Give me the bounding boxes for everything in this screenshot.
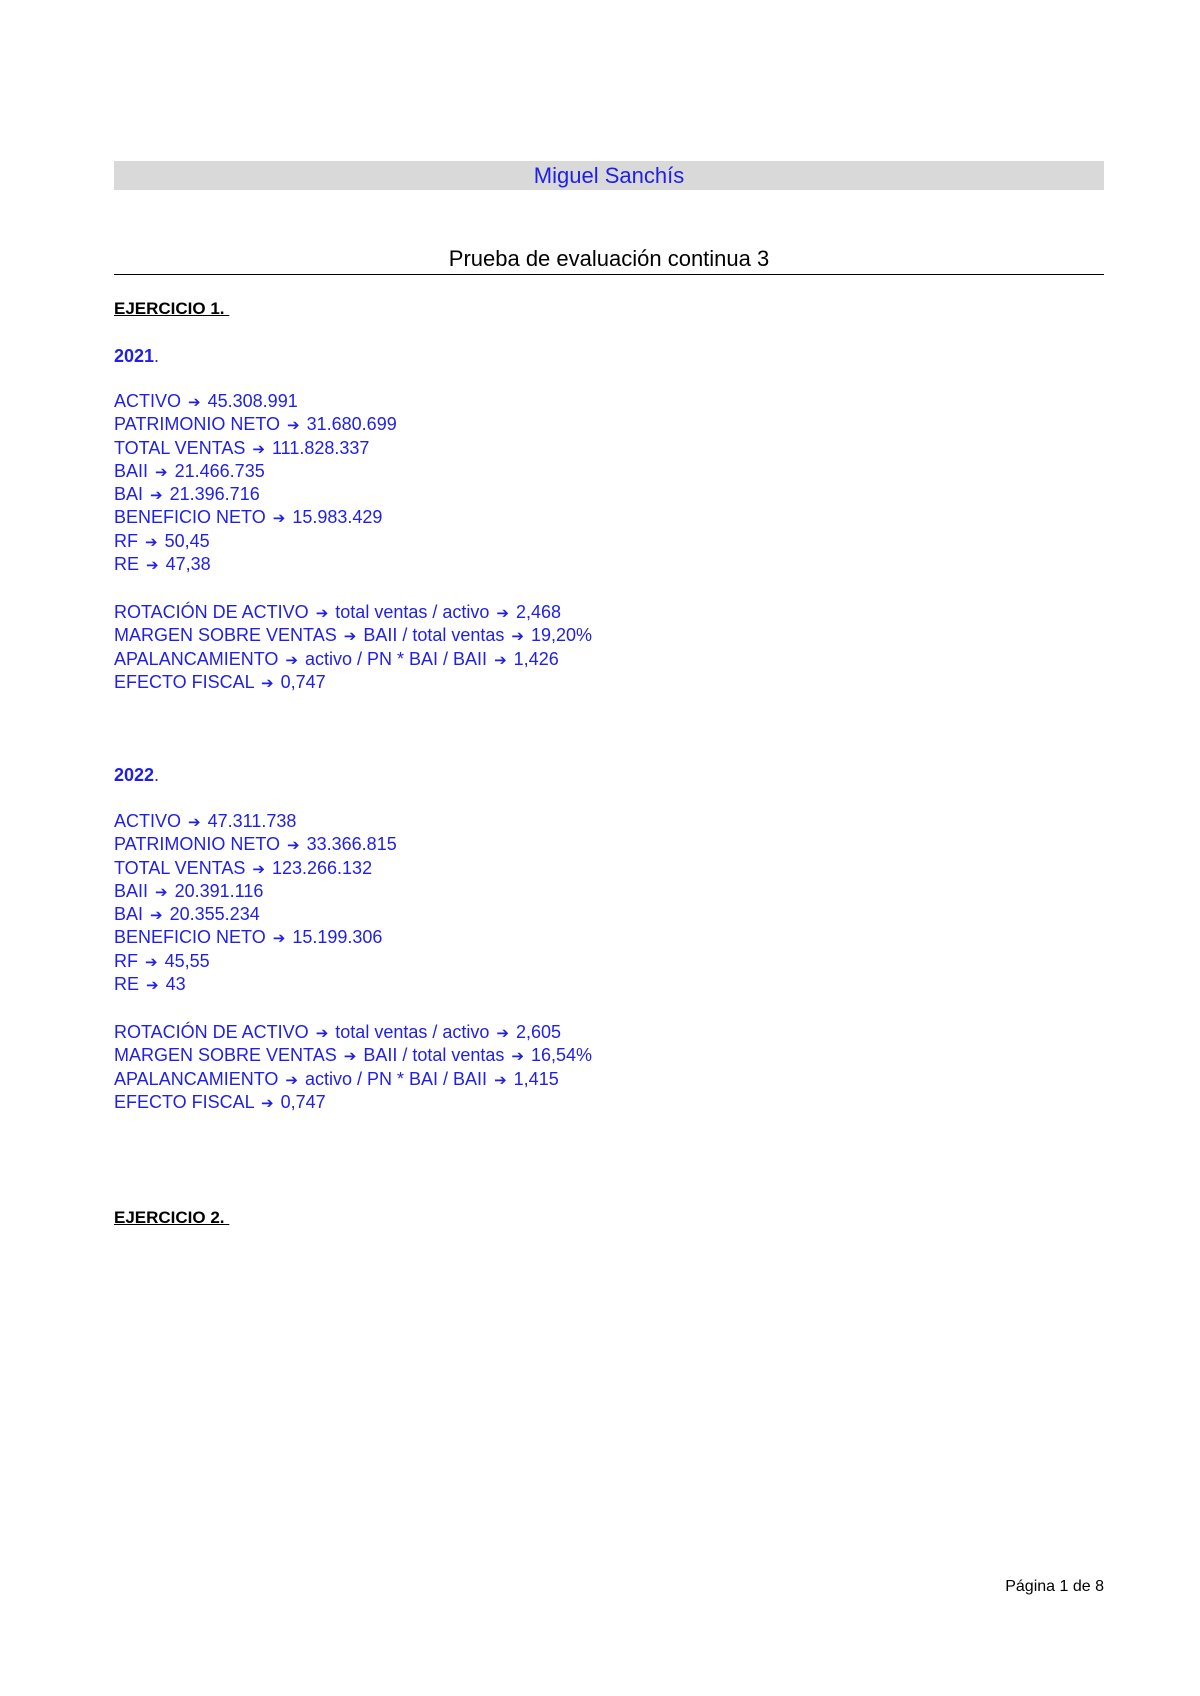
right-arrow-icon: ➔ bbox=[511, 627, 524, 646]
exercise-2-heading: EJERCICIO 2. bbox=[114, 1208, 230, 1227]
ratio-efecto-fiscal: EFECTO FISCAL ➔ 0,747 bbox=[114, 671, 326, 692]
ratio-rotacion-activo: ROTACIÓN DE ACTIVO ➔ total ventas / activo ➔ 2,605 bbox=[114, 1022, 562, 1042]
metric-beneficio-neto: BENEFICIO NETO ➔ 15.983.429 bbox=[114, 507, 383, 528]
right-arrow-icon: ➔ bbox=[496, 604, 509, 622]
metric-total-ventas: TOTAL VENTAS ➔ 123.266.132 bbox=[114, 857, 373, 878]
page-label: Página 1 bbox=[1005, 1578, 1069, 1595]
right-arrow-icon: ➔ bbox=[150, 486, 163, 505]
metric-beneficio-neto: BENEFICIO NETO ➔ 15.199.306 bbox=[114, 927, 383, 948]
year-suffix: . bbox=[154, 765, 160, 785]
metric-rf: RF ➔ 45,55 bbox=[114, 950, 210, 971]
year-2022-heading bbox=[114, 764, 159, 786]
ratio-margen-ventas: MARGEN SOBRE VENTAS ➔ BAII / total ventas ➔ 16,54% bbox=[114, 1045, 593, 1066]
right-arrow-icon: ➔ bbox=[511, 1047, 524, 1066]
right-arrow-icon: ➔ bbox=[188, 393, 201, 411]
right-arrow-icon: ➔ bbox=[494, 650, 507, 669]
right-arrow-icon: ➔ bbox=[261, 1093, 274, 1112]
ratio-margen-ventas: MARGEN SOBRE VENTAS ➔ BAII / total ventas ➔ 19,20% bbox=[114, 625, 593, 646]
ratio-apalancamiento: APALANCAMIENTO ➔ activo / PN * BAI / BAII ➔ 1,415 bbox=[114, 1068, 559, 1089]
right-arrow-icon: ➔ bbox=[261, 673, 274, 692]
metric-baii: BAII ➔ 21.466.735 bbox=[114, 460, 265, 481]
metrics-list-2021 bbox=[114, 390, 397, 576]
right-arrow-icon: ➔ bbox=[287, 416, 300, 435]
ratio-efecto-fiscal: EFECTO FISCAL ➔ 0,747 bbox=[114, 1091, 326, 1112]
right-arrow-icon: ➔ bbox=[150, 906, 163, 925]
right-arrow-icon: ➔ bbox=[155, 882, 168, 901]
metric-activo: ACTIVO ➔ 45.308.991 bbox=[114, 391, 298, 411]
author-name: Miguel Sanchís bbox=[114, 161, 1104, 190]
right-arrow-icon: ➔ bbox=[146, 976, 159, 995]
right-arrow-icon: ➔ bbox=[146, 556, 159, 575]
right-arrow-icon: ➔ bbox=[252, 859, 265, 878]
metric-re: RE ➔ 43 bbox=[114, 974, 186, 995]
ratios-list-2021 bbox=[114, 601, 592, 694]
ratio-apalancamiento: APALANCAMIENTO ➔ activo / PN * BAI / BAII ➔ 1,426 bbox=[114, 648, 559, 669]
metric-bai: BAI ➔ 20.355.234 bbox=[114, 904, 260, 925]
right-arrow-icon: ➔ bbox=[285, 650, 298, 669]
right-arrow-icon: ➔ bbox=[343, 1047, 357, 1066]
right-arrow-icon: ➔ bbox=[496, 1024, 509, 1042]
right-arrow-icon: ➔ bbox=[494, 1070, 507, 1089]
year-number: 2021 bbox=[114, 346, 155, 366]
right-arrow-icon: ➔ bbox=[272, 929, 286, 948]
right-arrow-icon: ➔ bbox=[145, 532, 158, 551]
right-arrow-icon: ➔ bbox=[287, 836, 300, 855]
right-arrow-icon: ➔ bbox=[285, 1070, 298, 1089]
metric-total-ventas: TOTAL VENTAS ➔ 111.828.337 bbox=[114, 437, 370, 458]
metric-patrimonio-neto: PATRIMONIO NETO ➔ 31.680.699 bbox=[114, 414, 397, 435]
right-arrow-icon: ➔ bbox=[272, 509, 286, 528]
metric-baii: BAII ➔ 20.391.116 bbox=[114, 880, 264, 901]
page-number bbox=[1005, 1578, 1104, 1596]
metric-patrimonio-neto: PATRIMONIO NETO ➔ 33.366.815 bbox=[114, 834, 397, 855]
right-arrow-icon: ➔ bbox=[315, 604, 329, 622]
right-arrow-icon: ➔ bbox=[252, 439, 265, 458]
year-2021-heading bbox=[114, 345, 159, 367]
ratios-list-2022 bbox=[114, 1021, 592, 1114]
metrics-list-2022 bbox=[114, 810, 397, 996]
ratio-rotacion-activo: ROTACIÓN DE ACTIVO ➔ total ventas / activo ➔ 2,468 bbox=[114, 602, 562, 622]
metric-bai: BAI ➔ 21.396.716 bbox=[114, 484, 260, 505]
document-title: Prueba de evaluación continua 3 bbox=[114, 244, 1104, 275]
page-total: de 8 bbox=[1072, 1578, 1104, 1595]
right-arrow-icon: ➔ bbox=[315, 1024, 329, 1042]
metric-re: RE ➔ 47,38 bbox=[114, 554, 211, 575]
right-arrow-icon: ➔ bbox=[343, 627, 357, 646]
right-arrow-icon: ➔ bbox=[145, 952, 158, 971]
exercise-1-heading: EJERCICIO 1. bbox=[114, 299, 230, 318]
metric-rf: RF ➔ 50,45 bbox=[114, 530, 210, 551]
right-arrow-icon: ➔ bbox=[188, 813, 201, 831]
year-suffix: . bbox=[154, 346, 160, 366]
year-number: 2022 bbox=[114, 765, 155, 785]
metric-activo: ACTIVO ➔ 47.311.738 bbox=[114, 811, 297, 831]
right-arrow-icon: ➔ bbox=[155, 462, 168, 481]
